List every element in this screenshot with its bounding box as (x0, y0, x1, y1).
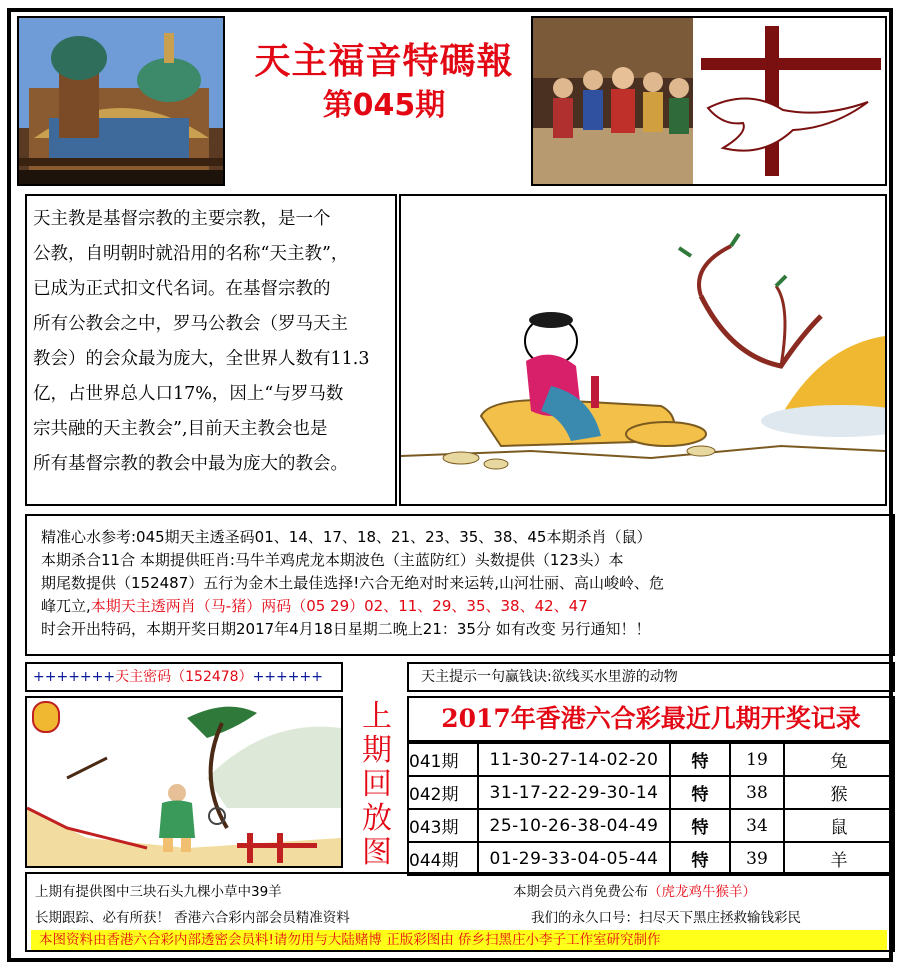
zodiac-cell: 鼠 (784, 809, 894, 842)
table-row (408, 743, 894, 776)
numbers-cell: 31-17-22-29-30-14 (478, 776, 670, 809)
period-cell: 041期 (408, 743, 478, 776)
special-label: 特 (670, 743, 730, 776)
hint-text: 天主提示一句赢钱诀:欲线买水里游的动物 (407, 662, 895, 692)
info-line: 本期杀合11合 本期提供旺肖:马牛羊鸡虎龙本期波色（主蓝防红）头数提供（123头）本 (41, 551, 624, 569)
footer-member-label: 本期会员六肖免费公布 (513, 884, 648, 900)
intro-text (25, 194, 397, 506)
label-char: 图 (362, 835, 392, 870)
info-text: 峰兀立, (41, 597, 91, 615)
numbers-cell: 25-10-26-38-04-49 (478, 809, 670, 842)
records-table (407, 742, 895, 876)
special-number: 39 (730, 842, 784, 875)
period-cell: 043期 (408, 809, 478, 842)
footer-hint-result: 上期有提供图中三块石头九棵小草中39羊 (35, 884, 282, 900)
intro-line: 宗共融的天主教会”,目前天主教会也是 (33, 419, 328, 439)
table-row (408, 809, 894, 842)
intro-line: 亿，占世界总人口17%，因上“与罗马数 (33, 384, 344, 404)
intro-line: 所有公教会之中，罗马公教会（罗马天主 (33, 314, 348, 334)
label-char: 放 (362, 801, 392, 836)
special-label: 特 (670, 776, 730, 809)
numbers-cell: 01-29-33-04-05-44 (478, 842, 670, 875)
table-row (408, 842, 894, 875)
label-char: 期 (362, 733, 392, 768)
religious-illustration (531, 16, 887, 186)
footer-member-zodiac (513, 880, 756, 900)
table-row (408, 776, 894, 809)
church-photo (17, 16, 225, 186)
intro-line: 天主教是基督宗教的主要宗教，是一个 (33, 209, 331, 229)
last-period-label (351, 700, 403, 868)
title-main: 天主福音特碼報 (254, 41, 514, 82)
info-line (41, 595, 883, 618)
special-label: 特 (670, 809, 730, 842)
period-cell: 044期 (408, 842, 478, 875)
code-label: 天主密码（152478） (115, 669, 253, 685)
numbers-cell: 11-30-27-14-02-20 (478, 743, 670, 776)
intro-line: 公教，自明朝时就沿用的名称“天主教”， (33, 244, 349, 264)
intro-line: 已成为正式扣文代名词。在基督宗教的 (33, 279, 331, 299)
footer-tracking: 长期跟踪、必有所获！ 香港六合彩内部会员精准资料 (35, 910, 350, 926)
newspaper-page (7, 8, 893, 962)
code-suffix: ++++++ (252, 669, 323, 685)
info-line: 精准心水参考:045期天主透圣码01、14、17、18、21、23、35、38、45本期杀肖（鼠） (41, 528, 652, 546)
label-char: 回 (362, 767, 392, 802)
highlight-text: 本期天主透两肖（马-猪）两码（05 29）02、11、29、35、38、42、47 (90, 597, 588, 615)
newspaper-title (239, 38, 529, 126)
riddle-illustration (399, 194, 887, 506)
special-number: 34 (730, 809, 784, 842)
footer-slogan: 我们的永久口号：扫尽天下黑庄拯救输钱彩民 (531, 910, 801, 926)
last-period-picture (25, 696, 343, 868)
zodiac-cell: 猴 (784, 776, 894, 809)
intro-line: 教会）的会众最为庞大，全世界人数有11.3 (33, 349, 370, 369)
special-number: 19 (730, 743, 784, 776)
info-line: 期尾数提供（152487）五行为金木土最佳选择!六合无绝对时来运转,山河壮丽、高山峻岭、危 (41, 574, 665, 592)
issue-number: 第045期 (322, 88, 446, 123)
zodiac-cell: 兔 (784, 743, 894, 776)
special-label: 特 (670, 842, 730, 875)
period-cell: 042期 (408, 776, 478, 809)
prediction-info (25, 514, 895, 656)
special-number: 38 (730, 776, 784, 809)
footer-disclaimer-bar: 本图资料由香港六合彩内部透密会员料!请勿用与大陆赌博 正版彩图由 侨乡扫黑庄小李子工作室研究制作 (31, 930, 887, 950)
footer-member-value: （虎龙鸡牛猴羊） (648, 884, 756, 900)
label-char: 上 (362, 699, 392, 734)
code-prefix: +++++++ (33, 669, 116, 685)
secret-code (25, 662, 343, 692)
info-line: 时会开出特码，本期开奖日期2017年4月18日星期二晚上21：35分 如有改变 另行通知！！ (41, 620, 651, 638)
records-title: 2017年香港六合彩最近几期开奖记录 (407, 696, 895, 742)
footer (25, 872, 895, 952)
intro-line: 所有基督宗教的教会中最为庞大的教会。 (33, 454, 348, 474)
zodiac-cell: 羊 (784, 842, 894, 875)
